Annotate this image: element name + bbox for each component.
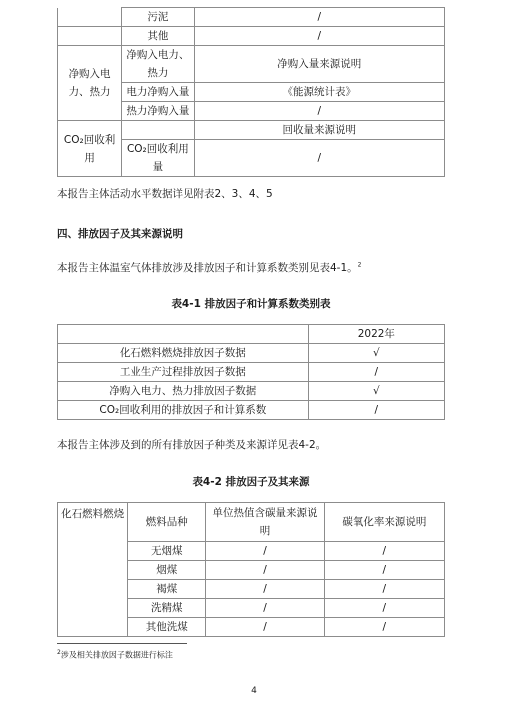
- table-cell: CO₂回收利用量: [122, 140, 194, 177]
- activity-data-table: [57, 7, 445, 177]
- table-row: [58, 363, 445, 382]
- table-cell: 化石燃料燃烧排放因子数据: [58, 344, 309, 363]
- table-row: [58, 401, 445, 420]
- table-cell: 无烟煤: [128, 542, 206, 561]
- table-cell: 净购入量来源说明: [194, 46, 444, 83]
- table-cell: 回收量来源说明: [194, 121, 444, 140]
- table-cell: /: [194, 27, 444, 46]
- table-cell: 污泥: [122, 8, 194, 27]
- table-cell: /: [324, 580, 444, 599]
- table-cell: 褐煤: [128, 580, 206, 599]
- table-row: [58, 27, 445, 46]
- table-cell: /: [194, 102, 444, 121]
- table-cell-category: CO₂回收利用: [58, 121, 122, 177]
- table-cell: CO₂回收利用的排放因子和计算系数: [58, 401, 309, 420]
- table-header-cell: 碳氧化率来源说明: [324, 503, 444, 542]
- table-header-cell: 燃料品种: [128, 503, 206, 542]
- table-cell: /: [324, 542, 444, 561]
- table-cell: /: [324, 618, 444, 637]
- activity-data-note: 本报告主体活动水平数据详见附表2、3、4、5: [57, 188, 273, 200]
- table-header-row: [58, 503, 445, 542]
- table-header-cell: 单位热值含碳量来源说明: [206, 503, 324, 542]
- table-cell: 工业生产过程排放因子数据: [58, 363, 309, 382]
- intro-text: 本报告主体温室气体排放涉及排放因子和计算系数类别见表4-1。: [57, 262, 358, 274]
- table-cell: /: [308, 401, 444, 420]
- table-cell: 电力净购入量: [122, 83, 194, 102]
- table-cell: /: [206, 580, 324, 599]
- table-cell-category: 化石燃料燃烧: [58, 503, 128, 637]
- table-row: [58, 121, 445, 140]
- emission-factor-source-table: [57, 502, 445, 637]
- table-cell: 《能源统计表》: [194, 83, 444, 102]
- table-row: [58, 8, 445, 27]
- table-cell: /: [308, 363, 444, 382]
- emission-factor-category-table: [57, 324, 445, 420]
- table-cell: [58, 8, 122, 27]
- table-cell: 其他: [122, 27, 194, 46]
- section-intro: [57, 260, 361, 275]
- table-cell: √: [308, 344, 444, 363]
- table-cell: [122, 121, 194, 140]
- footnote-divider: [57, 643, 187, 644]
- table-cell: 净购入电力、热力: [122, 46, 194, 83]
- table-cell: /: [324, 599, 444, 618]
- table-cell: /: [206, 561, 324, 580]
- table-cell: 洗精煤: [128, 599, 206, 618]
- page-number: 4: [251, 686, 257, 696]
- table-row: [58, 382, 445, 401]
- table-cell: /: [324, 561, 444, 580]
- table-cell-category: 净购入电力、热力: [58, 46, 122, 121]
- table-cell: [58, 27, 122, 46]
- table-row: [58, 46, 445, 83]
- table-header-row: [58, 325, 445, 344]
- table-row: [58, 344, 445, 363]
- footnote-text: 涉及相关排放因子数据进行标注: [60, 650, 173, 660]
- table-cell: 烟煤: [128, 561, 206, 580]
- table-header-cell: [58, 325, 309, 344]
- footnote: [57, 649, 173, 661]
- table-cell: /: [206, 542, 324, 561]
- table-cell: √: [308, 382, 444, 401]
- table-cell: /: [194, 140, 444, 177]
- table-cell: 净购入电力、热力排放因子数据: [58, 382, 309, 401]
- table-cell: /: [194, 8, 444, 27]
- table-42-intro: 本报告主体涉及到的所有排放因子种类及来源详见表4-2。: [57, 439, 327, 451]
- table-cell: /: [206, 618, 324, 637]
- table-caption: 表4-1 排放因子和计算系数类别表: [171, 298, 331, 310]
- footnote-marker: 2: [57, 649, 61, 656]
- table-cell: /: [206, 599, 324, 618]
- table-header-cell: 2022年: [308, 325, 444, 344]
- footnote-ref: 2: [357, 261, 362, 269]
- table-caption: 表4-2 排放因子及其来源: [192, 476, 310, 488]
- section-heading: 四、排放因子及其来源说明: [57, 228, 183, 240]
- table-cell: 热力净购入量: [122, 102, 194, 121]
- table-cell: 其他洗煤: [128, 618, 206, 637]
